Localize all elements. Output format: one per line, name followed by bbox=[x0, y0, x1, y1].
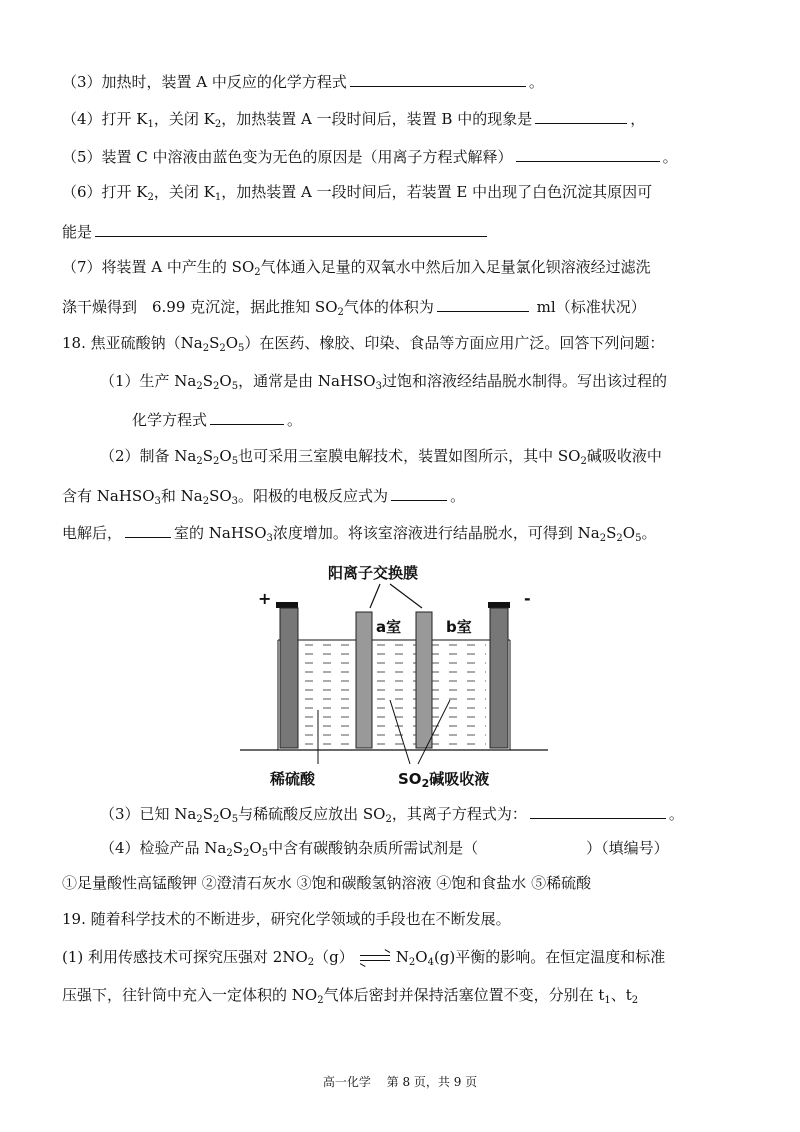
membrane-pointer-right bbox=[390, 584, 422, 608]
answer-blank-3[interactable] bbox=[350, 70, 526, 87]
answer-blank-7[interactable] bbox=[437, 295, 529, 312]
cathode-cap bbox=[488, 602, 510, 608]
question-6-line2: 能是 bbox=[62, 220, 490, 242]
equilibrium-arrow-icon bbox=[358, 953, 392, 963]
membrane-right bbox=[416, 612, 432, 748]
question-18-2: （2）制备 $Na_2S_2O_5$也可采用三室膜电解技术，装置如图所示，其中 $SO_2$碱吸收液中 bbox=[100, 447, 662, 467]
cathode bbox=[490, 608, 508, 748]
question-19-intro: 19. 随着科学技术的不断进步，研究化学领域的手段也在不断发展。 bbox=[62, 910, 511, 928]
question-18-1-line2: 化学方程式 。 bbox=[132, 408, 302, 430]
answer-blank-6[interactable] bbox=[95, 220, 487, 237]
answer-blank-4[interactable] bbox=[535, 107, 627, 124]
question-6: （6）打开 $K_2$，关闭 $K_1$，加热装置 A 一段时间后，若装置 E 中出现了白色沉淀其原因可 bbox=[62, 183, 653, 203]
question-19-1-line2: 压强下，往针筒中充入一定体积的 $NO_2$气体后密封并保持活塞位置不变，分别在 $t_1$、$t_2$ bbox=[62, 986, 639, 1006]
answer-blank-18-2b[interactable] bbox=[125, 521, 171, 538]
anode-sign: + bbox=[258, 589, 272, 608]
answer-blank-5[interactable] bbox=[516, 145, 660, 162]
room-b-label: b室 bbox=[446, 618, 472, 636]
question-18-2-line3: 电解后， 室的 NaHSO$_3$浓度增加。将该室溶液进行结晶脱水，可得到 $Na_2S_2O_5$。 bbox=[62, 521, 656, 543]
question-3: （3）加热时，装置 A 中反应的化学方程式 。 bbox=[62, 70, 544, 92]
question-18-4-options: ①足量酸性高锰酸钾 ②澄清石灰水 ③饱和碳酸氢钠溶液 ④饱和食盐水 ⑤稀硫酸 bbox=[62, 874, 592, 892]
electrolysis-cell-diagram bbox=[230, 560, 560, 796]
question-19-1: (1) 利用传感技术可探究压强对 $2NO_2(g)$ $N_2O_4(g)$平衡的影响。在恒定温度和标准 bbox=[62, 948, 666, 968]
question-4: （4）打开 $K_1$，关闭 $K_2$，加热装置 A 一段时间后，装置 B 中的现象是 ， bbox=[62, 107, 645, 129]
answer-blank-18-2a[interactable] bbox=[391, 484, 447, 501]
membrane-left bbox=[356, 612, 372, 748]
answer-blank-18-3[interactable] bbox=[530, 802, 666, 819]
membrane-label: 阳离子交换膜 bbox=[328, 564, 419, 582]
answer-blank-18-1[interactable] bbox=[210, 408, 284, 425]
electrolyte-liquid bbox=[300, 642, 486, 750]
dilute-sulfuric-acid-label: 稀硫酸 bbox=[270, 770, 316, 788]
question-18-2-line2: 含有 NaHSO$_3$和 $Na_2SO_3$。阳极的电极反应式为 。 bbox=[62, 484, 465, 506]
cathode-sign: - bbox=[524, 589, 531, 608]
room-a-label: a室 bbox=[376, 618, 402, 636]
anode-cap bbox=[276, 602, 298, 608]
question-18-4: （4）检验产品 $Na_2S_2O_5$中含有碳酸钠杂质所需试剂是（ ）（填编号） bbox=[100, 839, 669, 859]
so2-absorbent-label: $SO_2$碱吸收液 bbox=[398, 770, 490, 790]
anode bbox=[280, 608, 298, 748]
membrane-pointer-left bbox=[370, 584, 380, 608]
question-7: （7）将装置 A 中产生的 $SO_2$气体通入足量的双氧水中然后加入足量氯化钡溶液经过滤洗 bbox=[62, 258, 651, 278]
question-18-intro: 18. 焦亚硫酸钠$(Na_2S_2O_5)$在医药、橡胶、印染、食品等方面应用广泛。回答下列问题： bbox=[62, 334, 665, 354]
page-footer: 高一化学 第 8 页，共 9 页 bbox=[322, 1075, 478, 1089]
question-18-3: （3）已知 $Na_2S_2O_5$与稀硫酸反应放出 $SO_2$，其离子方程式为： 。 bbox=[100, 802, 684, 824]
question-7-line2: 涤干燥得到 6.99 克沉淀，据此推知 $SO_2$气体的体积为 ml（标准状况） bbox=[62, 295, 646, 317]
question-18-1: （1）生产 $Na_2S_2O_5$，通常是由 NaHSO$_3$过饱和溶液经结晶脱水制得。写出该过程的 bbox=[100, 372, 667, 392]
question-5: （5）装置 C 中溶液由蓝色变为无色的原因是（用离子方程式解释） 。 bbox=[62, 145, 678, 167]
